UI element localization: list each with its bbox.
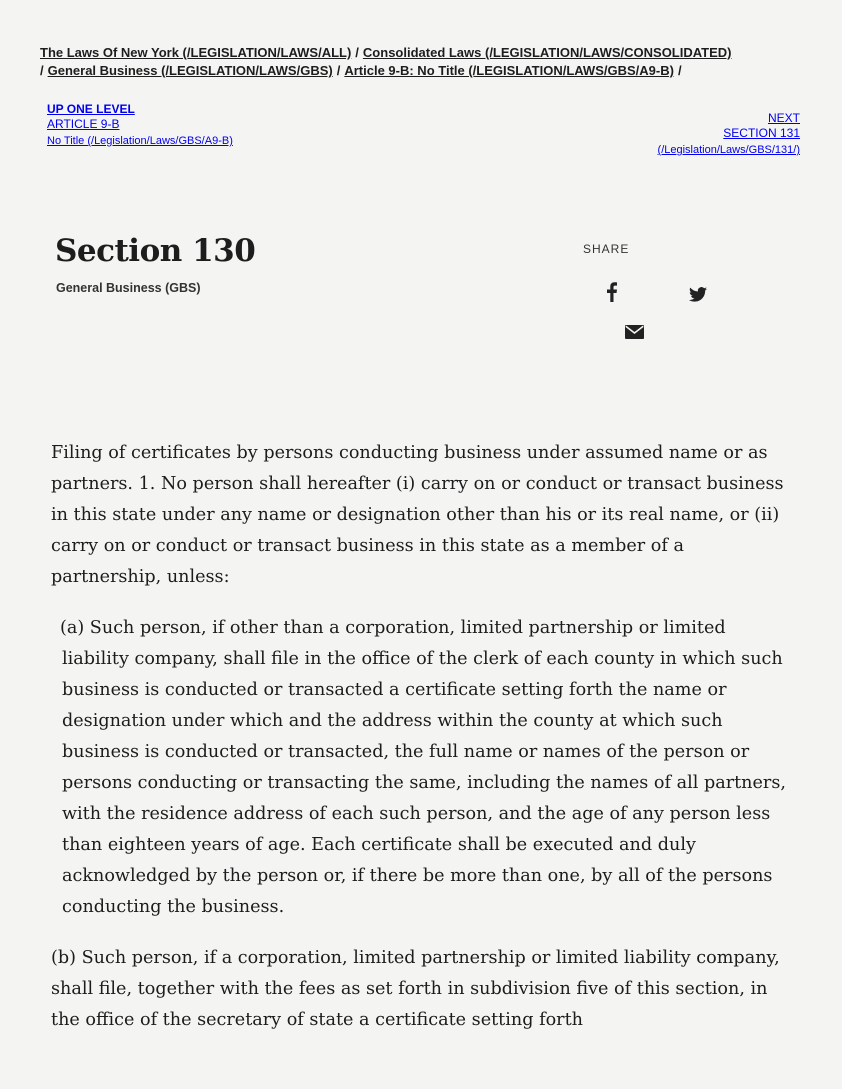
facebook-icon[interactable]: [607, 282, 617, 302]
next-section-link[interactable]: SECTION 131: [723, 126, 800, 140]
share-label: SHARE: [583, 242, 630, 256]
up-one-level-nav[interactable]: [47, 102, 233, 149]
breadcrumb-separator: /: [677, 63, 682, 78]
up-article-link[interactable]: ARTICLE 9-B: [47, 117, 120, 131]
section-paragraph: Filing of certificates by persons conducting business under assumed name or as partners. 1. No person shall hereafter (i) carry on or conduct or transact business in this state under any name or designation other than his or its real name, or (ii) carry on or conduct or transact business in this state as a member of a partnership, unless:: [51, 443, 784, 587]
breadcrumb-separator: /: [40, 63, 44, 78]
breadcrumb-link-article-9b[interactable]: Article 9-B: No Title (/LEGISLATION/LAWS/GBS/A9-B): [344, 63, 674, 78]
twitter-icon[interactable]: [689, 287, 707, 302]
breadcrumb-separator: /: [336, 63, 341, 78]
section-title: Section 130: [55, 233, 256, 269]
breadcrumb-link-laws-of-new-york[interactable]: The Laws Of New York (/LEGISLATION/LAWS/ALL): [40, 45, 352, 60]
next-section-path-link[interactable]: (/Legislation/Laws/GBS/131/): [657, 144, 800, 156]
next-link[interactable]: NEXT: [767, 111, 800, 125]
next-section-nav[interactable]: [658, 111, 800, 158]
breadcrumb-separator: /: [355, 45, 359, 60]
up-article-path-link[interactable]: No Title (/Legislation/Laws/GBS/A9-B): [47, 135, 233, 147]
breadcrumb: [40, 44, 830, 80]
breadcrumb-link-general-business[interactable]: General Business (/LEGISLATION/LAWS/GBS): [47, 63, 333, 78]
section-paragraph-b: (b) Such person, if a corporation, limited partnership or limited liability company, shall file, together with the fees as set forth in subdivision five of this section, in the office of the secretary of state a certificate setting forth: [51, 948, 780, 1030]
up-one-level-link[interactable]: UP ONE LEVEL: [47, 102, 135, 116]
section-subtitle: General Business (GBS): [56, 281, 201, 295]
section-body: [51, 438, 789, 1056]
email-icon[interactable]: [625, 325, 644, 339]
section-paragraph-a: (a) Such person, if other than a corporation, limited partnership or limited liability company, shall file in the office of the clerk of each county in which such business is conducted or transacted a certificate setting forth the name or designation under which and the address within the county at which such business is conducted or transacted, the full name or names of the person or persons conducting or transacting the same, including the names of all partners, with the residence address of each such person, and the age of any person less than eighteen years of age. Each certificate shall be executed and duly acknowledged by the person or, if there be more than one, by all of the persons conducting the business.: [60, 618, 786, 917]
breadcrumb-link-consolidated-laws[interactable]: Consolidated Laws (/LEGISLATION/LAWS/CONSOLIDATED): [362, 45, 732, 60]
